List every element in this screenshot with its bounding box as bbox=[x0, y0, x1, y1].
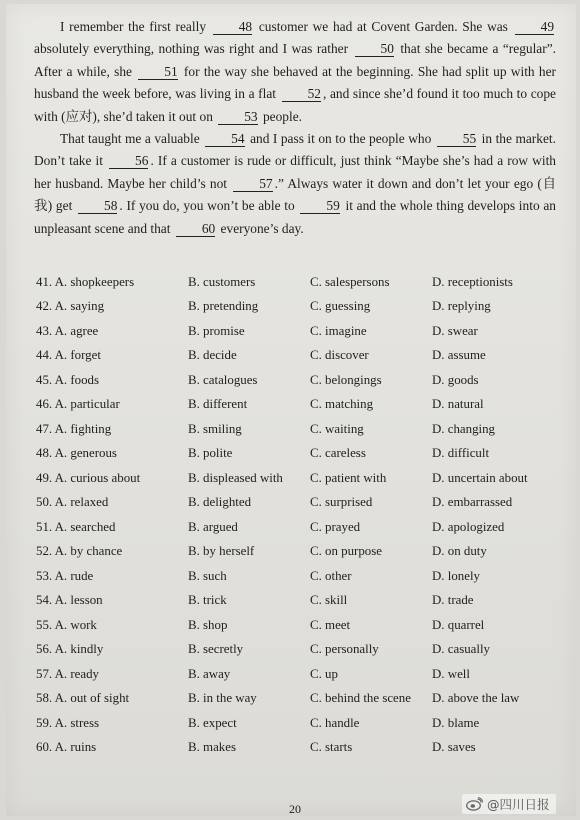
option-c: C. patient with bbox=[310, 470, 387, 485]
option-b: B. smiling bbox=[188, 421, 242, 436]
option-d: D. on duty bbox=[432, 544, 487, 559]
option-d: D. embarrassed bbox=[432, 495, 513, 510]
question-row bbox=[36, 393, 556, 418]
option-b: B. makes bbox=[188, 740, 236, 755]
blank-55: 55 bbox=[437, 131, 476, 147]
question-row bbox=[36, 295, 556, 320]
option-d: D. trade bbox=[432, 593, 474, 608]
option-b: B. delighted bbox=[188, 495, 252, 510]
option-a: 57. A. ready bbox=[36, 666, 100, 681]
option-a: 60. A. ruins bbox=[36, 740, 97, 755]
passage-text: I remember the first really bbox=[60, 19, 211, 34]
option-c: C. starts bbox=[310, 740, 353, 755]
question-row bbox=[36, 319, 556, 344]
question-row bbox=[36, 270, 556, 295]
weibo-icon bbox=[466, 797, 483, 811]
blank-51: 51 bbox=[138, 64, 177, 80]
blank-56: 56 bbox=[109, 153, 148, 169]
option-b: B. catalogues bbox=[188, 372, 258, 387]
option-b: B. away bbox=[188, 666, 231, 681]
question-row bbox=[36, 638, 556, 663]
option-b: B. polite bbox=[188, 446, 233, 461]
option-c: C. meet bbox=[310, 617, 351, 632]
passage-text: everyone’s day. bbox=[217, 220, 304, 236]
option-a: 47. A. fighting bbox=[36, 421, 112, 436]
page-number: 20 bbox=[289, 802, 301, 816]
passage-text: .” Always water it down and don’t let your ego (自我) get bbox=[34, 175, 556, 214]
option-c: C. guessing bbox=[310, 299, 371, 314]
option-d: D. replying bbox=[432, 299, 491, 314]
option-a: 45. A. foods bbox=[36, 372, 100, 387]
option-b: B. pretending bbox=[188, 299, 259, 314]
blank-58: 58 bbox=[78, 198, 117, 214]
option-a: 51. A. searched bbox=[36, 519, 116, 534]
option-b: B. shop bbox=[188, 617, 228, 632]
option-a: 43. A. agree bbox=[36, 323, 99, 338]
option-c: C. surprised bbox=[310, 495, 373, 510]
answer-options bbox=[36, 270, 556, 760]
option-c: C. handle bbox=[310, 715, 360, 730]
option-a: 48. A. generous bbox=[36, 446, 117, 461]
option-c: C. belongings bbox=[310, 372, 382, 387]
paragraph-1 bbox=[34, 16, 556, 128]
option-c: C. salespersons bbox=[310, 274, 390, 289]
option-a: 53. A. rude bbox=[36, 568, 94, 583]
passage-text: . If a customer is rude or difficult, just think “Maybe she’s had a row with her husband. Maybe her child’s not bbox=[34, 153, 556, 191]
option-b: B. displeased with bbox=[188, 470, 283, 485]
question-row bbox=[36, 515, 556, 540]
option-d: D. goods bbox=[432, 372, 479, 387]
option-a: 50. A. relaxed bbox=[36, 495, 109, 510]
option-d: D. natural bbox=[432, 397, 484, 412]
option-d: D. assume bbox=[432, 348, 486, 363]
option-c: C. personally bbox=[310, 642, 379, 657]
passage-text: absolutely everything, nothing was right and I was rather bbox=[34, 41, 353, 57]
question-row bbox=[36, 442, 556, 467]
option-d: D. blame bbox=[432, 715, 480, 730]
question-row bbox=[36, 613, 556, 638]
option-a: 54. A. lesson bbox=[36, 593, 103, 608]
option-a: 41. A. shopkeepers bbox=[36, 274, 135, 289]
option-c: C. up bbox=[310, 666, 338, 681]
watermark bbox=[462, 794, 556, 814]
option-b: B. argued bbox=[188, 519, 238, 534]
option-c: C. waiting bbox=[310, 421, 364, 436]
option-b: B. secretly bbox=[188, 642, 244, 657]
option-b: B. such bbox=[188, 568, 227, 583]
passage-text: it and the whole thing develops into an unpleasant scene and that bbox=[34, 198, 556, 236]
option-d: D. difficult bbox=[432, 446, 490, 461]
blank-49: 49 bbox=[515, 19, 554, 35]
option-c: C. prayed bbox=[310, 519, 361, 534]
option-b: B. customers bbox=[188, 274, 256, 289]
option-b: B. promise bbox=[188, 323, 245, 338]
passage-text: , and since she’d found it too much to cope with (应对), she’d taken it out on bbox=[34, 86, 556, 124]
option-d: D. above the law bbox=[432, 691, 520, 706]
option-a: 56. A. kindly bbox=[36, 642, 104, 657]
option-b: B. different bbox=[188, 397, 248, 412]
blank-54: 54 bbox=[205, 131, 244, 147]
option-d: D. apologized bbox=[432, 519, 505, 534]
option-d: D. receptionists bbox=[432, 274, 513, 289]
blank-60: 60 bbox=[176, 221, 215, 237]
passage-text: for the way she behaved at the beginning. She had split up with her husband the week before, was living in a flat bbox=[34, 63, 556, 102]
option-d: D. saves bbox=[432, 740, 476, 755]
passage-text: people. bbox=[259, 108, 303, 124]
passage-text: . If you do, you won’t be able to bbox=[119, 198, 299, 214]
paragraph-2 bbox=[34, 128, 556, 240]
option-d: D. quarrel bbox=[432, 617, 485, 632]
question-row bbox=[36, 368, 556, 393]
option-d: D. well bbox=[432, 666, 470, 681]
passage-text: that she became a “regular”. After a while, she bbox=[34, 41, 557, 79]
question-row bbox=[36, 540, 556, 565]
question-row bbox=[36, 466, 556, 491]
option-c: C. careless bbox=[310, 446, 366, 461]
option-a: 42. A. saying bbox=[36, 299, 105, 314]
option-a: 55. A. work bbox=[36, 617, 97, 632]
passage-text: customer we had at Covent Garden. She was bbox=[254, 19, 513, 34]
option-c: C. other bbox=[310, 568, 352, 583]
option-c: C. matching bbox=[310, 397, 374, 412]
question-row bbox=[36, 564, 556, 589]
option-b: B. in the way bbox=[188, 691, 257, 706]
question-row bbox=[36, 417, 556, 442]
watermark-text: @四川日报 bbox=[487, 797, 550, 812]
question-row bbox=[36, 662, 556, 687]
option-a: 46. A. particular bbox=[36, 397, 120, 412]
option-b: B. trick bbox=[188, 593, 227, 608]
option-c: C. behind the scene bbox=[310, 691, 411, 706]
question-row bbox=[36, 687, 556, 712]
passage-text: and I pass it on to the people who bbox=[246, 131, 435, 147]
option-a: 49. A. curious about bbox=[36, 470, 141, 485]
cloze-passage bbox=[34, 16, 556, 240]
option-a: 58. A. out of sight bbox=[36, 691, 130, 706]
option-c: C. on purpose bbox=[310, 544, 382, 559]
option-d: D. changing bbox=[432, 421, 496, 436]
passage-text: That taught me a valuable bbox=[60, 131, 204, 147]
option-a: 44. A. forget bbox=[36, 348, 101, 363]
option-b: B. by herself bbox=[188, 544, 255, 559]
exam-page bbox=[6, 4, 576, 816]
question-row bbox=[36, 589, 556, 614]
option-d: D. casually bbox=[432, 642, 490, 657]
blank-53: 53 bbox=[218, 109, 257, 125]
option-a: 59. A. stress bbox=[36, 715, 100, 730]
option-b: B. expect bbox=[188, 715, 237, 730]
option-d: D. uncertain about bbox=[432, 470, 528, 485]
passage-text: in the market. Don’t take it bbox=[34, 131, 556, 169]
question-row bbox=[36, 491, 556, 516]
option-d: D. swear bbox=[432, 323, 478, 338]
option-c: C. imagine bbox=[310, 323, 367, 338]
question-row bbox=[36, 736, 556, 761]
option-b: B. decide bbox=[188, 348, 237, 363]
blank-50: 50 bbox=[355, 41, 394, 57]
option-c: C. discover bbox=[310, 348, 369, 363]
question-row bbox=[36, 344, 556, 369]
option-a: 52. A. by chance bbox=[36, 544, 123, 559]
option-d: D. lonely bbox=[432, 568, 480, 583]
blank-59: 59 bbox=[300, 198, 339, 214]
blank-48: 48 bbox=[213, 19, 252, 35]
blank-57: 57 bbox=[233, 176, 272, 192]
question-row bbox=[36, 711, 556, 736]
blank-52: 52 bbox=[282, 86, 321, 102]
option-c: C. skill bbox=[310, 593, 348, 608]
